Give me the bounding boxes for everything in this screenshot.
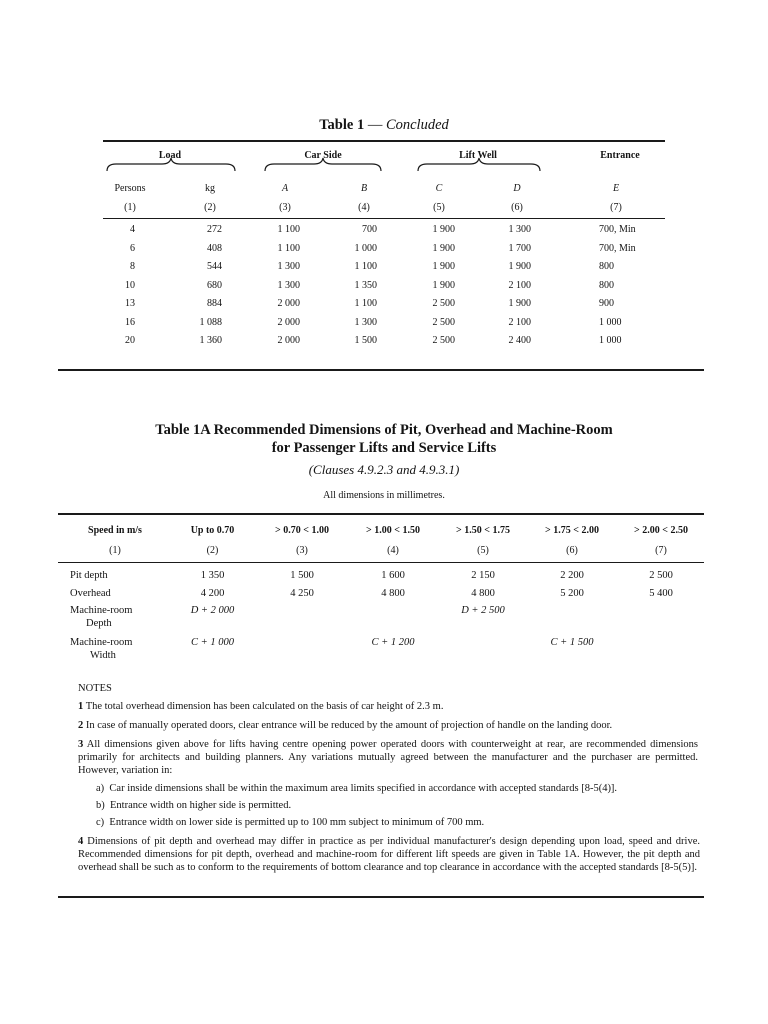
overhead-col2: 4 200 [200,588,225,599]
table-row [0,280,768,298]
group-entrance: Entrance [600,150,640,161]
pit-depth-col5: 2 150 [471,570,495,581]
cell-b: 1 350 [354,279,377,291]
table-row [0,224,768,242]
t1a-col-num-4: (4) [387,545,399,556]
cell-persons: 10 [125,279,135,291]
note-3c-label: c) [96,817,105,828]
cell-kg: 408 [207,242,222,254]
table-row [0,243,768,261]
cell-d: 1 300 [508,224,531,235]
table-row [0,335,768,353]
header-speed: Speed in m/s [88,525,142,536]
cell-e: 800 [599,279,614,291]
table1a-clauses: (Clauses 4.9.2.3 and 4.9.3.1) [308,462,460,477]
cell-c: 1 900 [432,261,455,272]
cell-b: 1 000 [354,242,377,254]
overhead-col7: 5 400 [649,588,673,599]
cell-b: 1 100 [354,298,377,309]
note-3 [78,738,698,777]
group-load: Load [158,150,182,161]
cell-e: 800 [599,261,614,272]
pit-depth-col4: 1 600 [381,570,405,581]
cell-b: 700 [362,224,377,235]
table1a-title-line2: for Passenger Lifts and Service Lifts [271,440,497,456]
cell-b: 1 500 [354,335,377,346]
cell-a: 2 000 [277,298,300,309]
pit-depth-col3: 1 500 [290,570,314,581]
note-3b-text: Entrance width on higher side is permitted. [110,800,292,811]
row-label-overhead: Overhead [70,588,111,599]
group-braces [0,0,768,200]
note-3b [96,799,701,812]
cell-a: 2 000 [277,316,300,328]
mr-depth-v2: D + 2 500 [461,605,505,616]
overhead-col5: 4 800 [471,588,495,599]
t1a-col-num-3: (3) [296,545,308,556]
cell-a: 1 100 [277,242,300,254]
cell-d: 1 700 [508,242,531,254]
cell-c: 2 500 [432,316,455,328]
cell-d: 2 100 [508,316,531,328]
mr-depth-v1: D + 2 000 [190,605,235,616]
col-label-d: D [513,183,521,194]
table1a-units: All dimensions in millimetres. [323,490,445,501]
cell-kg: 884 [207,298,222,309]
row-label-mr-width-2: Width [90,650,116,661]
t1a-col-num-7: (7) [655,545,667,556]
col-num-2: (2) [204,202,216,213]
cell-kg: 680 [207,279,222,291]
table-row [0,261,768,279]
table1-title: Table 1 — Concluded [319,117,449,133]
cell-kg: 544 [207,261,222,272]
note-1-text: The total overhead dimension has been calculated on the basis of car height of 2.3 m. [85,701,444,712]
mr-width-v3: C + 1 500 [550,637,594,648]
note-3a-label: a) [96,783,105,794]
overhead-col3: 4 250 [290,588,314,599]
note-3c [96,816,701,829]
header-col7: > 2.00 < 2.50 [634,525,688,536]
cell-e: 900 [599,298,614,309]
notes-heading: NOTES [78,683,112,694]
table1a-top-rule [58,513,704,515]
mr-width-v1: C + 1 000 [191,637,234,648]
group-car-side: Car Side [304,150,342,161]
note-2-number: 2 [78,720,84,731]
cell-e: 700, Min [599,224,636,235]
header-col3: > 0.70 < 1.00 [275,525,329,536]
cell-persons: 4 [130,224,135,235]
col-num-5: (5) [433,202,445,213]
note-4 [78,835,700,874]
cell-persons: 8 [130,261,135,272]
cell-b: 1 300 [354,316,377,328]
col-num-4: (4) [358,202,370,213]
overhead-col4: 4 800 [381,588,405,599]
group-lift-well: Lift Well [459,150,497,161]
note-3-number: 3 [78,739,84,750]
table1-header-rule [103,218,665,219]
cell-d: 2 400 [508,335,531,346]
note-4-number: 4 [78,836,84,847]
note-3-text: All dimensions given above for lifts having centre opening power operated doors with counterweight at rear, are recommended dimensions primarily for architects and building planners. Any variations mutually agreed between the manufacturer and the purchaser are permitted. However, variation in: [78,739,698,776]
header-col2: Up to 0.70 [190,525,235,536]
header-col5: > 1.50 < 1.75 [456,525,510,536]
row-label-mr-depth-2: Depth [86,618,112,629]
col-label-kg: kg [205,183,215,194]
cell-persons: 20 [125,335,135,346]
col-num-3: (3) [279,202,291,213]
col-label-persons: Persons [114,183,146,194]
header-col6: > 1.75 < 2.00 [545,525,599,536]
cell-c: 2 500 [432,298,455,309]
cell-kg: 1 360 [199,335,222,346]
t1a-col-num-6: (6) [566,545,578,556]
table1a-bottom-rule [58,896,704,898]
cell-c: 1 900 [432,279,455,291]
note-1-number: 1 [78,701,84,712]
note-4-text: Dimensions of pit depth and overhead may differ in practice as per individual manufacturer's design depending upon load, speed and drive. Recommended dimensions for pit depth, overhead and machine-room for different lift speeds are given in Table 1A. However, the pit depth and overhead shall be such as to conform to the requirements of bottom clearance and top clearance in accordance with the accepted standards [8-5(5)]. [78,836,701,873]
cell-kg: 272 [207,224,222,235]
col-num-7: (7) [610,202,622,213]
cell-a: 1 100 [277,224,300,235]
row-label-mr-depth-1: Machine-room [70,605,133,616]
col-num-6: (6) [511,202,523,213]
t1a-col-num-5: (5) [477,545,489,556]
cell-c: 1 900 [432,242,455,254]
cell-d: 2 100 [508,279,531,291]
table1a-title-line1: Table 1A Recommended Dimensions of Pit, Overhead and Machine-Room [155,422,613,438]
note-3a-text: Car inside dimensions shall be within the maximum area limits specified in accordance with accepted standards [8-5(4)]. [109,783,618,794]
cell-a: 1 300 [277,261,300,272]
pit-depth-col6: 2 200 [560,570,584,581]
cell-persons: 13 [125,298,135,309]
cell-persons: 6 [130,242,135,254]
row-label-mr-width-1: Machine-room [70,637,133,648]
note-3c-text: Entrance width on lower side is permitted up to 100 mm subject to minimum of 700 mm. [109,817,485,828]
col-label-c: C [435,183,443,194]
cell-c: 1 900 [432,224,455,235]
t1a-col-num-2: (2) [206,545,219,556]
cell-b: 1 100 [354,261,377,272]
header-col4: > 1.00 < 1.50 [366,525,420,536]
cell-d: 1 900 [508,298,531,309]
note-3a [96,782,701,795]
col-label-b: B [360,183,368,194]
mr-width-v2: C + 1 200 [371,637,415,648]
cell-e: 1 000 [599,335,622,346]
table1-bottom-rule [58,369,704,371]
col-label-a: A [281,183,289,194]
pit-depth-col7: 2 500 [649,570,673,581]
cell-a: 1 300 [277,279,300,291]
cell-e: 700, Min [599,242,636,254]
col-num-1: (1) [124,202,136,213]
col-label-e: E [612,183,620,194]
cell-d: 1 900 [508,261,531,272]
cell-e: 1 000 [599,316,622,328]
pit-depth-col2: 1 350 [200,570,225,581]
t1a-col-num-1: (1) [109,545,121,556]
note-1 [78,700,698,713]
overhead-col6: 5 200 [560,588,584,599]
cell-a: 2 000 [277,335,300,346]
row-label-pit-depth: Pit depth [70,570,108,581]
table-row [0,317,768,335]
cell-c: 2 500 [432,335,455,346]
note-2-text: In case of manually operated doors, clear entrance will be reduced by the amount of projection of handle on the landing door. [85,720,613,731]
cell-kg: 1 088 [199,316,222,328]
cell-persons: 16 [125,316,135,328]
note-3b-label: b) [96,800,105,811]
table1a-header-rule [58,562,704,563]
note-2 [78,719,698,732]
table-row [0,298,768,316]
